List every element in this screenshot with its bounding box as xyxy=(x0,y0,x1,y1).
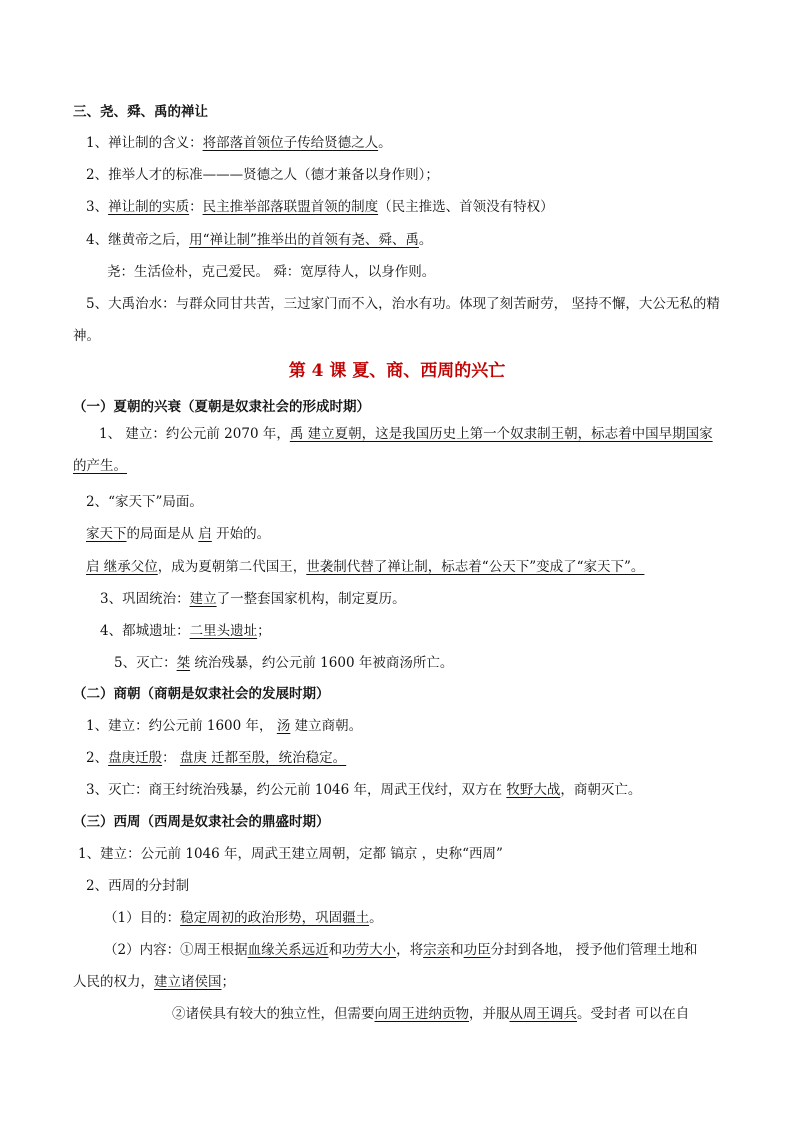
list-item-sub: （1）目的：稳定周初的政治形势，巩固疆土。 xyxy=(104,910,383,926)
lesson-title: 第 4 课 夏、商、西周的兴亡 xyxy=(288,361,506,381)
list-item: 4、继黄帝之后，用“禅让制”推举出的首领有尧、舜、禹。 xyxy=(86,232,433,248)
list-item: 1、建立：约公元前 1600 年， 汤 建立商朝。 xyxy=(86,718,363,734)
list-item: 2、西周的分封制 xyxy=(86,878,190,894)
list-item-sub: （2）内容：①周王根据血缘关系远近和功劳大小，将宗亲和功臣分封到各地， 授予他们管理土地和 xyxy=(104,942,698,958)
list-item: 4、都城遗址：二里头遗址； xyxy=(100,623,271,639)
list-item-sub: 尧：生活俭朴，克己爱民。 舜：宽厚待人，以身作则。 xyxy=(107,264,436,280)
section-heading-xizhou: （三）西周（西周是奴隶社会的鼎盛时期） xyxy=(73,814,330,830)
section-heading-shan-rang: 三、尧、舜、禹的禅让 xyxy=(73,104,208,120)
list-item: 3、巩固统治：建立了一整套国家机构，制定夏历。 xyxy=(100,591,406,607)
section-heading-shang: （二）商朝（商朝是奴隶社会的发展时期） xyxy=(73,686,330,702)
list-item: 1、 建立：约公元前 2070 年，禹 建立夏朝，这是我国历史上第一个奴隶制王朝，标志着中国早期国家的产生。 xyxy=(73,426,713,474)
list-item: 5、大禹治水：与群众同甘共苦，三过家门而不入，治水有功。体现了刻苦耐劳， 坚持不懈，大公无私的精神。 xyxy=(73,296,720,344)
list-item: 2、“家天下”局面。 xyxy=(86,494,203,510)
section-heading-xia: （一）夏朝的兴衰（夏朝是奴隶社会的形成时期） xyxy=(73,399,370,415)
list-item-continuation: 人民的权力，建立诸侯国； xyxy=(73,974,235,990)
list-item: 1、建立：公元前 1046 年，周武王建立周朝，定都 镐京 ，史称“西周” xyxy=(78,846,503,862)
list-item: 2、盘庚迁殷： 盘庚 迁都至殷，统治稳定。 xyxy=(86,750,347,766)
list-item: 5、灭亡：桀 统治残暴，约公元前 1600 年被商汤所亡。 xyxy=(114,655,454,671)
list-item: 1、禅让制的含义：将部落首领位子传给贤德之人。 xyxy=(86,135,392,151)
list-item: 3、灭亡：商王纣统治残暴，约公元前 1046 年，周武王伐纣，双方在 牧野大战，商朝灭亡。 xyxy=(86,782,642,798)
list-item-sub: 启 继承父位，成为夏朝第二代国王，世袭制代替了禅让制，标志着“公天下”变成了“家天下”。 xyxy=(86,559,645,575)
list-item: 2、推举人才的标准———贤德之人（德才兼备以身作则）； xyxy=(86,167,439,183)
list-item-sub: 家天下的局面是从 启 开始的。 xyxy=(86,526,271,542)
list-item-sub: ②诸侯具有较大的独立性，但需要向周王进纳贡物，并服从周王调兵。受封者 可以在自 xyxy=(172,1006,690,1022)
list-item: 3、禅让制的实质：民主推举部落联盟首领的制度（民主推选、首领没有特权） xyxy=(86,199,554,215)
